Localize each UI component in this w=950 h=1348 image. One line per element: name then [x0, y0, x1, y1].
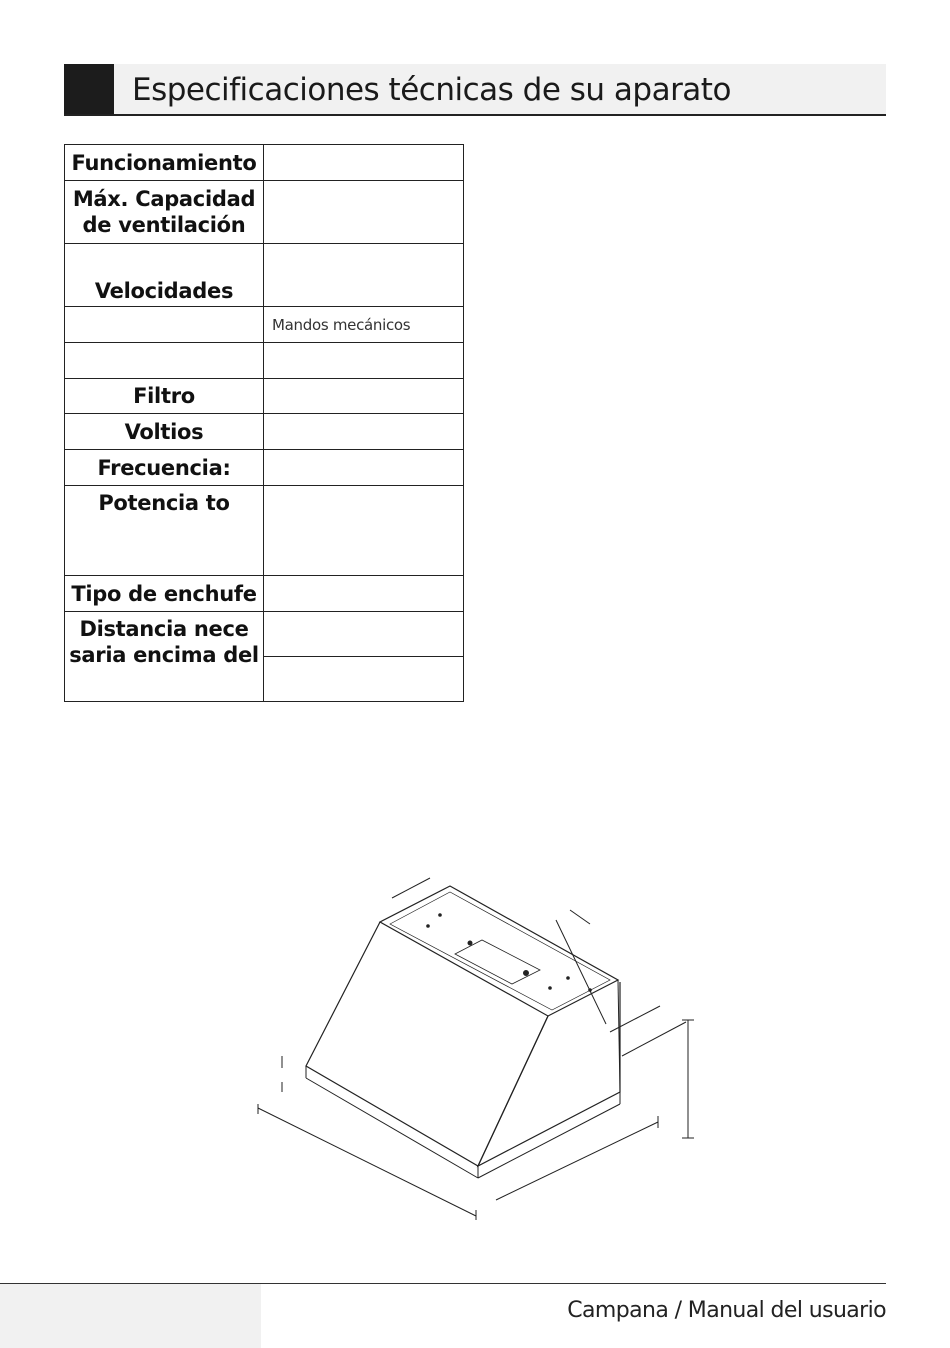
spec-label-plug-type: Tipo de enchufe: [65, 576, 264, 612]
spec-value-controls: Mandos mecánicos: [264, 307, 464, 343]
spec-label-empty: [65, 343, 264, 379]
table-row: [65, 486, 464, 576]
spec-table: [64, 144, 464, 702]
spec-label-frequency: Frecuencia:: [65, 450, 264, 486]
spec-label-capacity: Máx. Capacidad de ventilación: [65, 181, 264, 244]
table-row: [65, 576, 464, 612]
spec-value-speeds: [264, 244, 464, 307]
spec-value-filter: [264, 379, 464, 414]
range-hood-dimension-drawing-icon: [250, 860, 710, 1220]
footer-page-tab: [0, 1284, 261, 1348]
footer-manual-title: Campana / Manual del usuario: [567, 1298, 886, 1323]
spec-value-capacity: [264, 181, 464, 244]
spec-value-empty: [264, 343, 464, 379]
table-row: [65, 414, 464, 450]
spec-value-plug-type: [264, 576, 464, 612]
table-row: [65, 379, 464, 414]
spec-value-clearance-2: [264, 657, 464, 702]
spec-label-controls: [65, 307, 264, 343]
spec-label-filter: Filtro: [65, 379, 264, 414]
spec-value-frequency: [264, 450, 464, 486]
spec-label-volts: Voltios: [65, 414, 264, 450]
table-row: [65, 145, 464, 181]
spec-label-operation: Funcionamiento: [65, 145, 264, 181]
spec-label-power: Potencia to: [65, 486, 264, 576]
table-row: [65, 244, 464, 307]
page-title: Especificaciones técnicas de su aparato: [132, 72, 731, 108]
title-marker-block: [64, 64, 114, 114]
spec-label-clearance: Distancia nece saria encima del: [65, 612, 264, 702]
spec-value-volts: [264, 414, 464, 450]
table-row: [65, 612, 464, 657]
table-row: [65, 307, 464, 343]
table-row: [65, 450, 464, 486]
spec-value-clearance: [264, 612, 464, 657]
table-row: [65, 343, 464, 379]
section-title-band: [64, 64, 886, 116]
table-row: [65, 181, 464, 244]
spec-label-speeds: Velocidades: [65, 244, 264, 307]
spec-value-operation: [264, 145, 464, 181]
spec-value-power: [264, 486, 464, 576]
